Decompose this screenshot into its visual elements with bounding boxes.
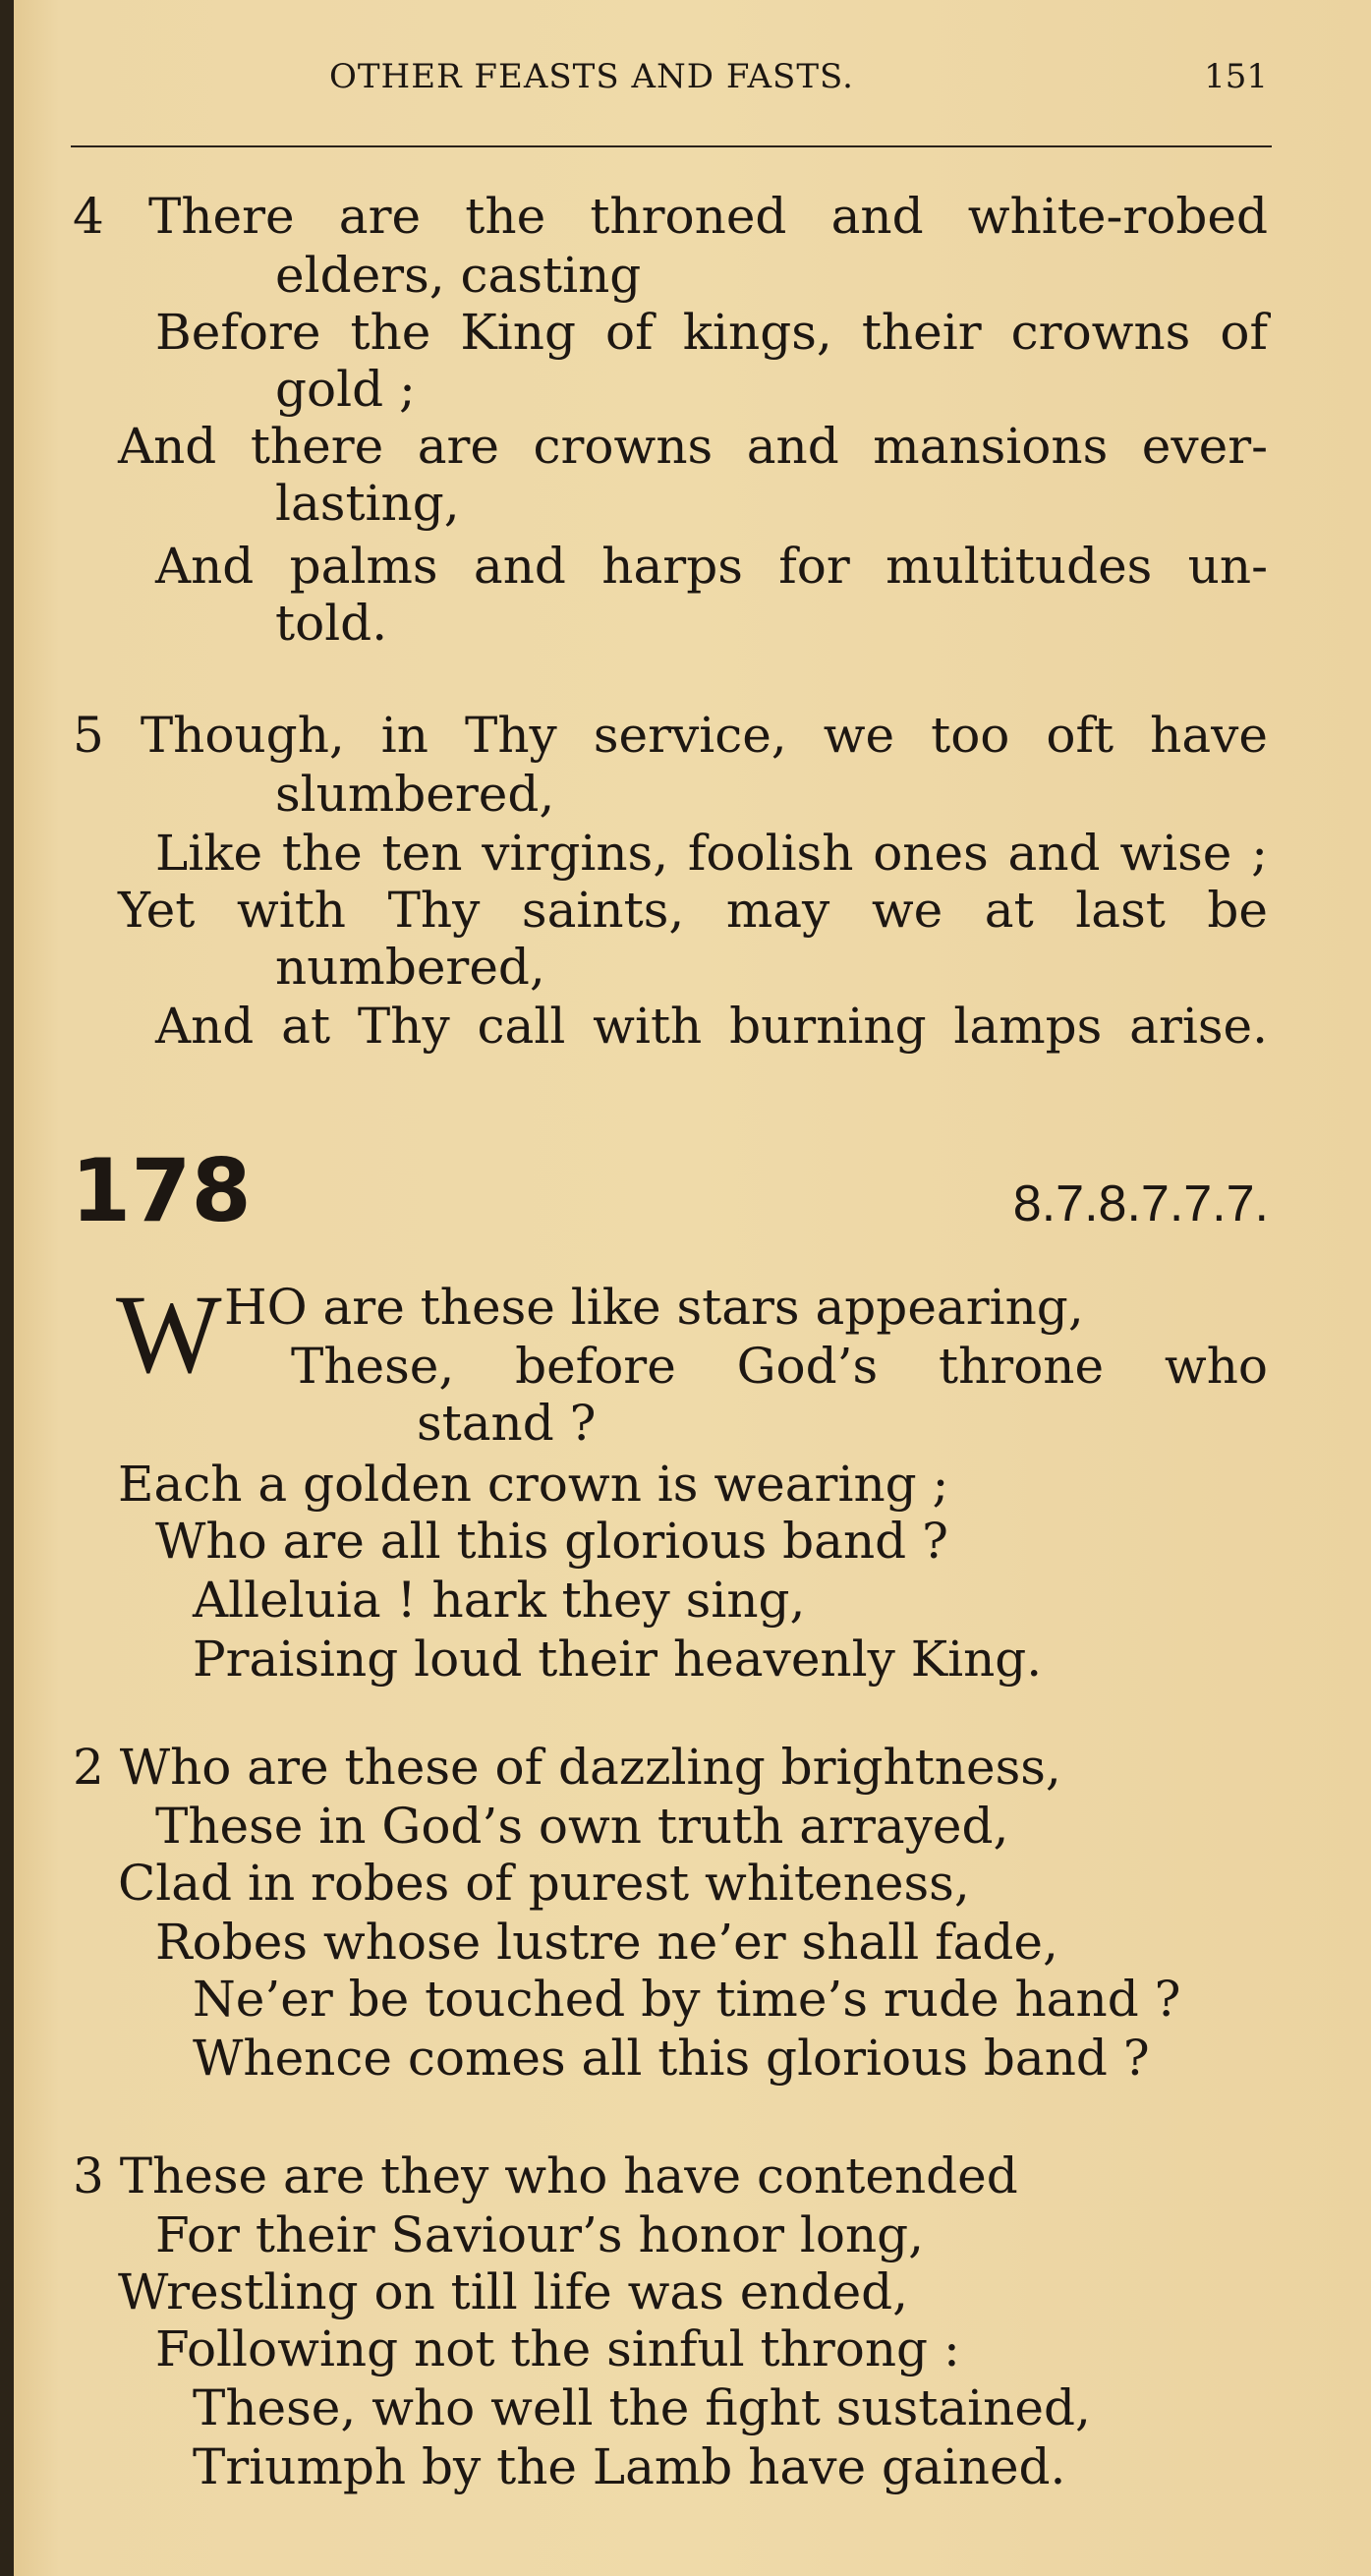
- verse-line: These, before God’s throne who: [291, 1338, 1268, 1395]
- header-rule: [71, 145, 1272, 147]
- verse-line: Whence comes all this glorious band ?: [193, 2030, 1150, 2087]
- verse-line: Wrestling on till life was ended,: [118, 2263, 909, 2320]
- verse-line: gold ;: [275, 361, 416, 418]
- verse-line: stand ?: [417, 1395, 597, 1452]
- verse-line: Robes whose lustre ne’er shall fade,: [155, 1914, 1058, 1971]
- verse-line: And at Thy call with burning lamps arise.: [155, 998, 1268, 1055]
- verse-line: Who are all this glorious band ?: [155, 1513, 948, 1570]
- verse-line: 5 Though, in Thy service, we too oft have: [73, 707, 1268, 764]
- verse-line: Each a golden crown is wearing ;: [118, 1456, 949, 1513]
- verse-line: 4 There are the throned and white-robed: [73, 188, 1268, 245]
- verse-line: Praising loud their heavenly King.: [193, 1631, 1043, 1688]
- verse-line: These in God’s own truth arrayed,: [155, 1798, 1009, 1855]
- verse-line: Before the King of kings, their crowns of: [155, 304, 1268, 361]
- page-header: [79, 49, 1268, 108]
- verse-line: HO are these like stars appearing,: [224, 1279, 1084, 1336]
- hymn-number: 178: [71, 1140, 252, 1241]
- verse-line: Like the ten virgins, foolish ones and wise ;: [155, 825, 1268, 882]
- verse-line: 3 These are they who have contended: [73, 2147, 1018, 2204]
- verse-line: slumbered,: [275, 766, 555, 823]
- verse-line: 2 Who are these of dazzling brightness,: [73, 1739, 1061, 1796]
- page-number: 151: [1204, 57, 1268, 96]
- verse-line: These, who well the fight sustained,: [193, 2379, 1091, 2436]
- hymn-meter: 8.7.8.7.7.7.: [1012, 1175, 1269, 1232]
- verse-line: And there are crowns and mansions ever-: [118, 418, 1268, 475]
- verse-line: Triumph by the Lamb have gained.: [193, 2438, 1066, 2495]
- verse-line: Ne’er be touched by time’s rude hand ?: [193, 1971, 1181, 2028]
- drop-cap: W: [116, 1272, 222, 1397]
- verse-line: elders, casting: [275, 247, 642, 304]
- verse-line: For their Saviour’s honor long,: [155, 2206, 925, 2263]
- verse-line: Following not the sinful throng :: [155, 2320, 960, 2377]
- verse-line: lasting,: [275, 475, 460, 532]
- verse-line: numbered,: [275, 939, 545, 996]
- verse-line: And palms and harps for multitudes un-: [155, 538, 1268, 595]
- running-title: OTHER FEASTS AND FASTS.: [329, 57, 854, 96]
- verse-line: Yet with Thy saints, may we at last be: [118, 882, 1268, 939]
- verse-line: told.: [275, 595, 388, 652]
- verse-line: Alleluia ! hark they sing,: [193, 1572, 806, 1629]
- verse-line: Clad in robes of purest whiteness,: [118, 1855, 970, 1912]
